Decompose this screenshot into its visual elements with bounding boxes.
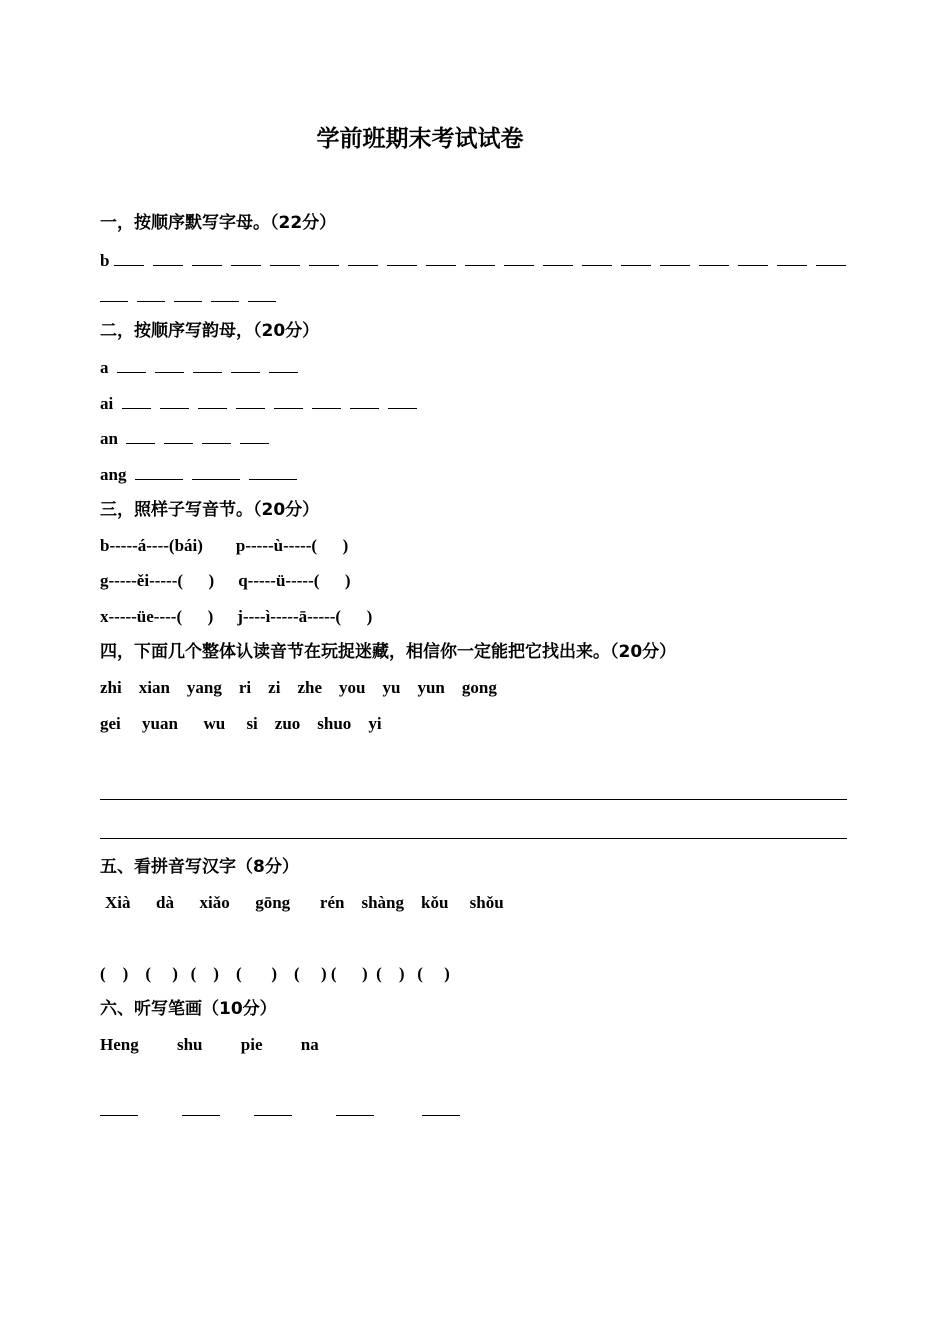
answer-line [100, 838, 847, 839]
final-ai: ai [100, 394, 114, 413]
section3-row1 [100, 535, 348, 557]
syllable: gei [100, 714, 121, 733]
section2-row-ai [100, 393, 426, 415]
syllable: gong [461, 678, 497, 697]
syllable: zuo [274, 714, 301, 733]
section5-answer-brackets: ( ) ( ) ( ) ( ) ( ) ( ) ( ) ( ) [100, 964, 450, 983]
pinyin: kǒu [421, 893, 449, 912]
syllable: you [339, 678, 366, 697]
stroke-name: Heng [100, 1035, 139, 1054]
section2-row-an [100, 428, 278, 450]
section1-blanks-row1 [100, 250, 846, 272]
section4-heading: 四，下面几个整体认读音节在玩捉迷藏，相信你一定能把它找出来。（20分） [100, 642, 677, 662]
section2-row-a [100, 357, 307, 379]
syllable: yang [186, 678, 222, 697]
pinyin: rén [319, 893, 345, 912]
syllable: si [246, 714, 258, 733]
pinyin: Xià [105, 893, 131, 912]
syllable: shuo [317, 714, 352, 733]
answer-line [100, 799, 847, 800]
syllable: yu [382, 678, 401, 697]
section3-heading: 三，照样子写音节。（20分） [100, 500, 320, 520]
syllable: yun [417, 678, 445, 697]
final-ang: ang [100, 465, 127, 484]
section1-start-letter: b [100, 251, 110, 270]
syllable: xian [138, 678, 170, 697]
stroke-name: na [300, 1035, 319, 1054]
syllable: yuan [142, 714, 178, 733]
section6-strokes-row [100, 1034, 319, 1056]
final-an: an [100, 429, 118, 448]
pinyin: shǒu [469, 893, 504, 912]
page-title: 学前班期末考试试卷 [316, 126, 524, 152]
syllable-item: q-----ü-----( ) [238, 571, 351, 590]
section1-heading: 一，按顺序默写字母。（22分） [100, 213, 337, 233]
section5-pinyin-row [105, 892, 504, 914]
pinyin: gōng [255, 893, 291, 912]
final-a: a [100, 358, 109, 377]
syllable-item: g-----ěi-----( ) [100, 571, 215, 590]
syllable: yi [368, 714, 382, 733]
section1-blanks-row2 [100, 286, 285, 308]
section4-syllables-row2 [100, 713, 382, 735]
pinyin: dà [156, 893, 174, 912]
section6-blanks-row [100, 1100, 469, 1122]
syllable: zi [268, 678, 281, 697]
section4-syllables-row1 [100, 677, 497, 699]
pinyin: xiǎo [199, 893, 230, 912]
syllable: ri [238, 678, 252, 697]
syllable: zhe [297, 678, 322, 697]
section2-row-ang [100, 464, 306, 486]
pinyin: shàng [361, 893, 404, 912]
section5-heading: 五、看拼音写汉字（8分） [100, 857, 299, 877]
syllable-item: p-----ù-----( ) [235, 536, 349, 555]
syllable: wu [203, 714, 226, 733]
section6-heading: 六、听写笔画（10分） [100, 999, 277, 1019]
syllable: zhi [100, 678, 122, 697]
section3-row2 [100, 570, 351, 592]
syllable-example: b-----á----(bái) [100, 536, 203, 555]
section2-heading: 二，按顺序写韵母，（20分） [100, 321, 320, 341]
syllable-item: x-----üe----( ) [100, 607, 214, 626]
stroke-name: shu [176, 1035, 203, 1054]
section3-row3 [100, 606, 372, 628]
stroke-name: pie [240, 1035, 263, 1054]
syllable-item: j----ì-----ā-----( ) [237, 607, 373, 626]
